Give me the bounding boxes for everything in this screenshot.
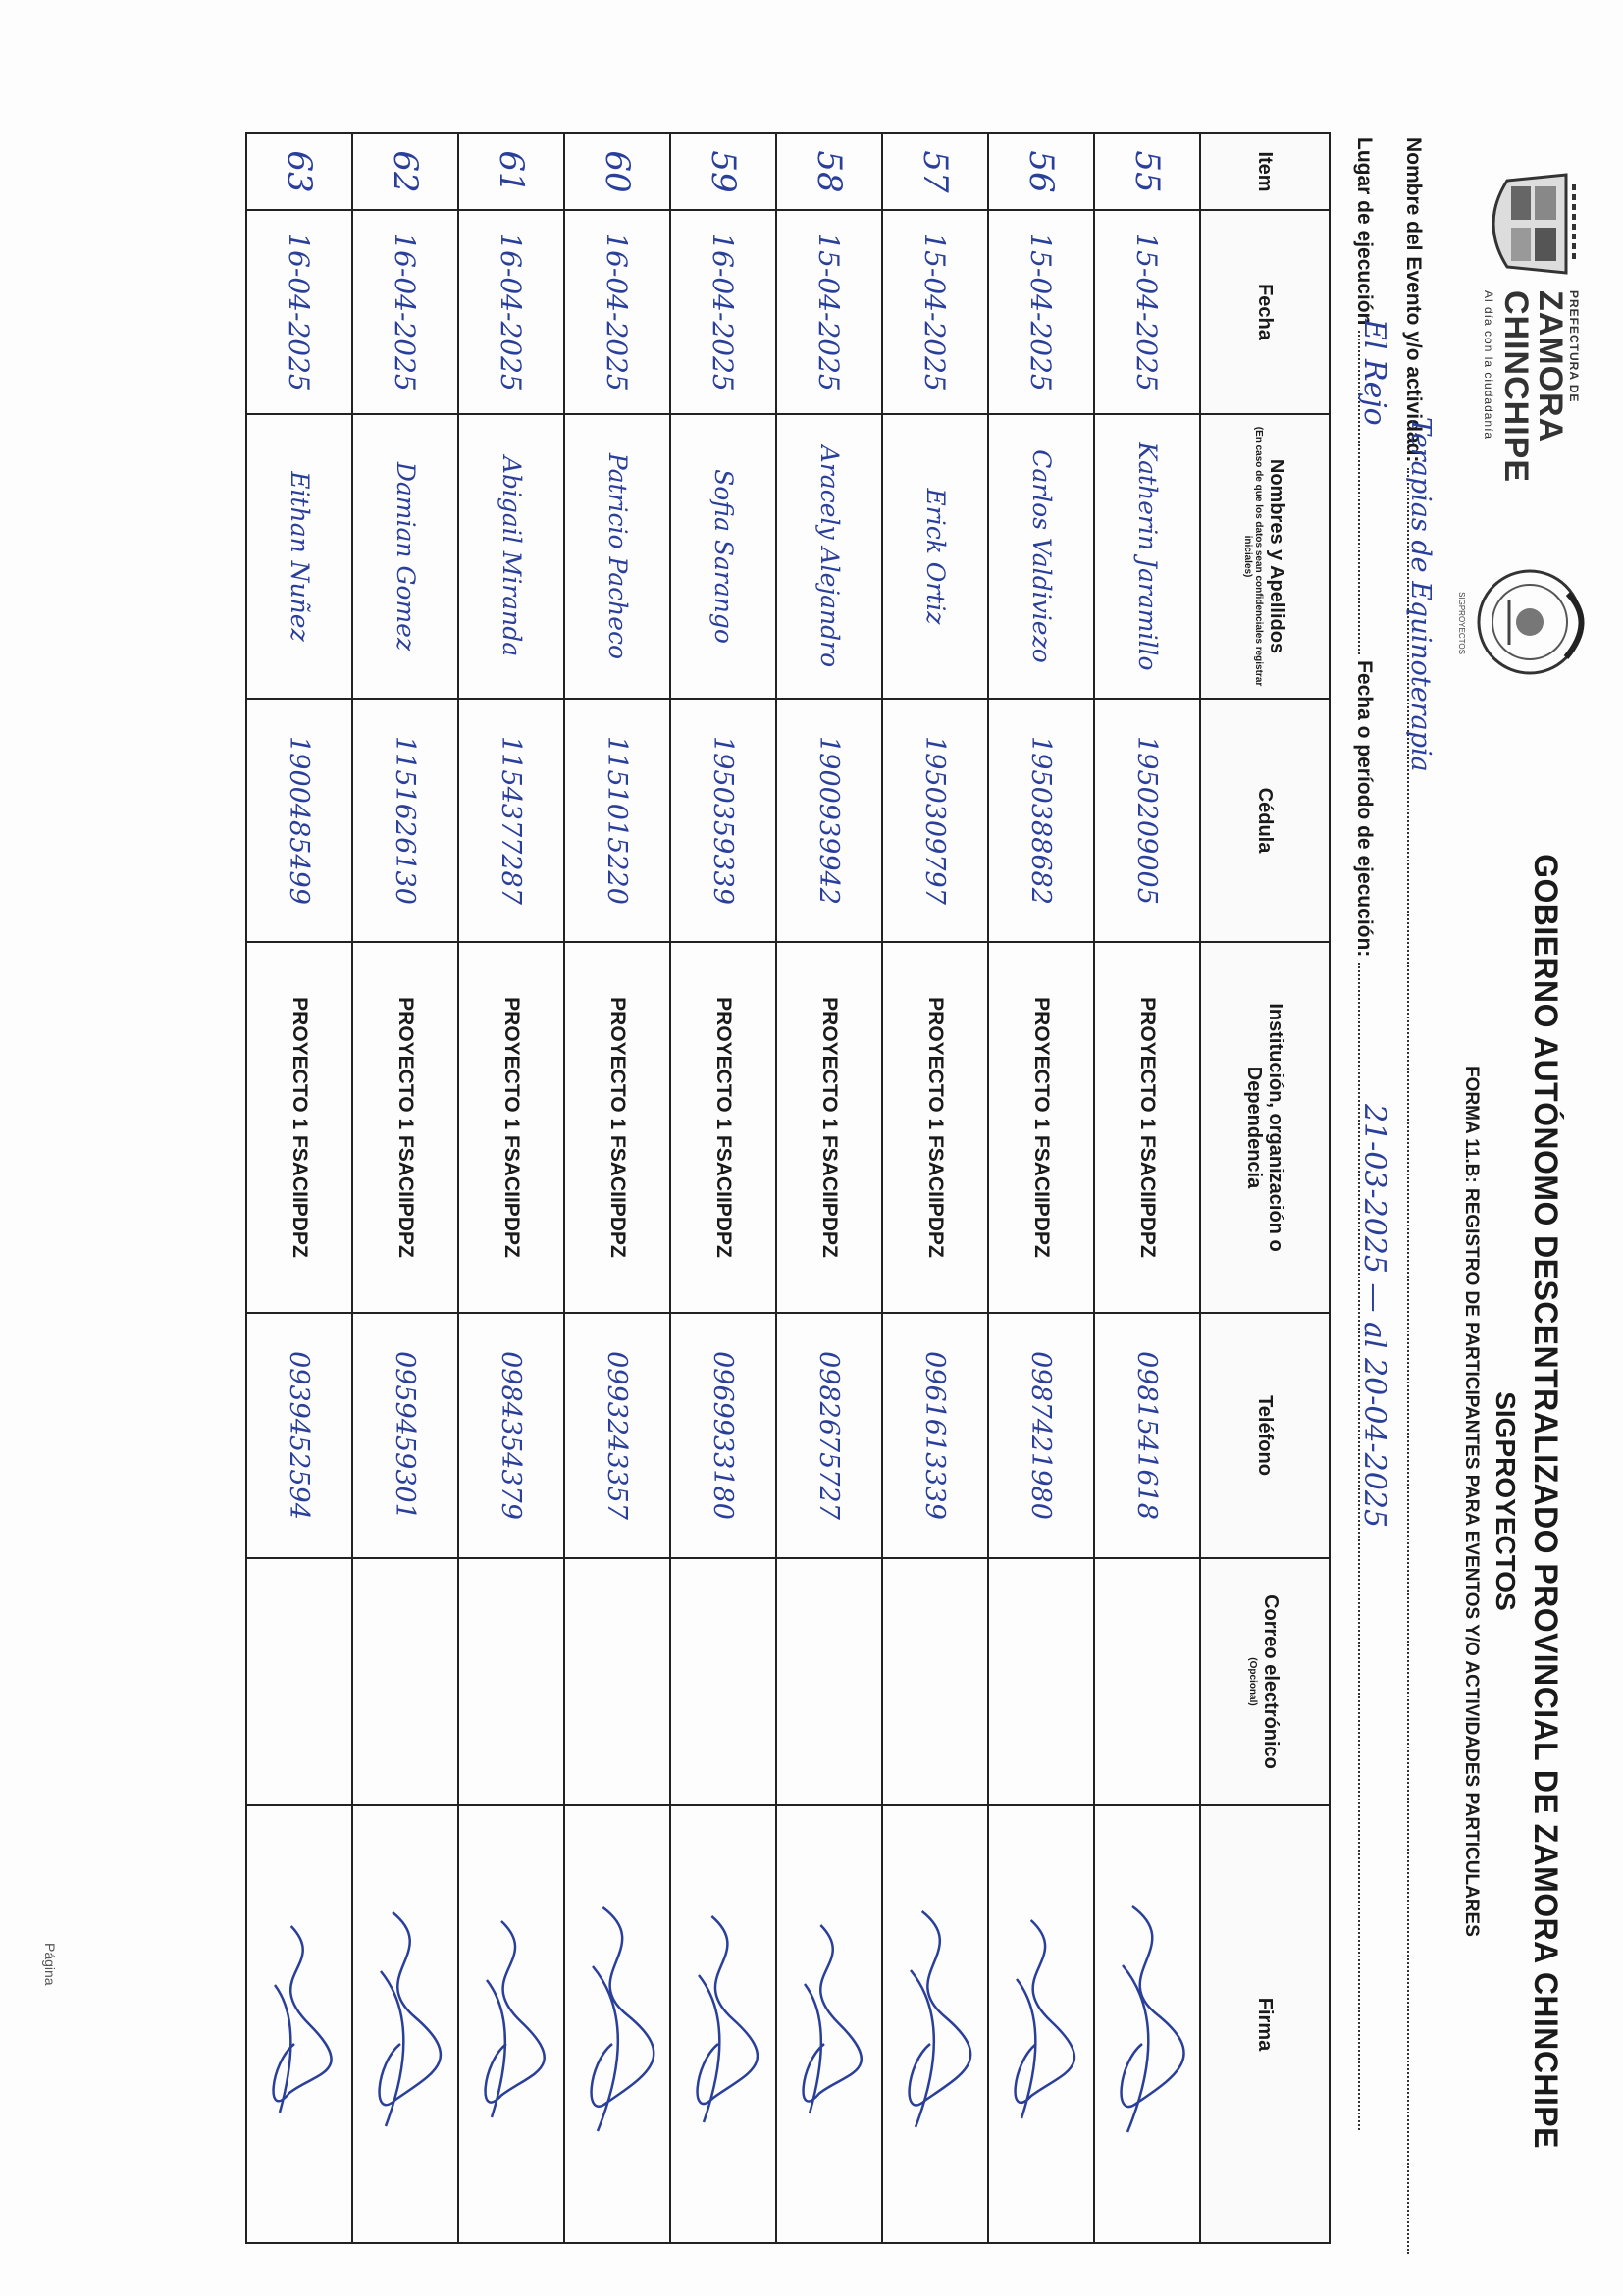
cell-fecha[interactable]: 16-04-2025 (352, 210, 458, 414)
col-cedula: Cédula (1200, 699, 1330, 942)
cell-item[interactable]: 61 (458, 133, 564, 210)
cell-nombre[interactable]: Aracely Alejandro (776, 414, 882, 699)
cell-fecha[interactable]: 16-04-2025 (670, 210, 776, 414)
logo-line-2: ZAMORA CHINCHIPE (1496, 290, 1570, 484)
cell-item[interactable]: 60 (564, 133, 670, 210)
col-correo-label: Correo electrónico (1260, 1594, 1283, 1769)
cell-institucion[interactable]: PROYECTO 1 FSACIIPDPZ (246, 942, 352, 1313)
col-fecha: Fecha (1200, 210, 1330, 414)
cell-telefono[interactable]: 0939452594 (246, 1313, 352, 1558)
cell-firma[interactable] (352, 1805, 458, 2243)
evento-value[interactable]: Terapias de Equinoterapia (1405, 417, 1436, 772)
table-header-row (1200, 133, 1330, 2243)
cell-correo[interactable] (246, 1558, 352, 1805)
cell-cedula[interactable]: 1950388682 (988, 699, 1094, 942)
lugar-value[interactable]: El Rejo (1357, 319, 1391, 426)
table-row (352, 133, 458, 2243)
cell-firma[interactable] (882, 1805, 988, 2243)
cell-nombre[interactable]: Erick Ortiz (882, 414, 988, 699)
logo-line-1: PREFECTURA DE (1567, 290, 1581, 403)
page-footer: Página (42, 1943, 58, 1986)
table-row (458, 133, 564, 2243)
cell-firma[interactable] (246, 1805, 352, 2243)
signature-scribble (573, 1877, 661, 2171)
cell-cedula[interactable]: 1154377287 (458, 699, 564, 942)
cell-correo[interactable] (564, 1558, 670, 1805)
cell-nombre[interactable]: Damian Gomez (352, 414, 458, 699)
cell-telefono[interactable]: 0987421980 (988, 1313, 1094, 1558)
cell-institucion[interactable]: PROYECTO 1 FSACIIPDPZ (458, 942, 564, 1313)
org-title: GOBIERNO AUTÓNOMO DESCENTRALIZADO PROVINCIAL DE ZAMORA CHINCHIPE (1527, 854, 1564, 2149)
cell-correo[interactable] (670, 1558, 776, 1805)
cell-cedula[interactable]: 1151015220 (564, 699, 670, 942)
signature-scribble (997, 1877, 1085, 2171)
seal-caption: SIGPROYECTOS (1457, 592, 1466, 654)
cell-telefono[interactable]: 0982675727 (776, 1313, 882, 1558)
cell-item[interactable]: 59 (670, 133, 776, 210)
cell-cedula[interactable]: 1950359339 (670, 699, 776, 942)
cell-nombre[interactable]: Katherin Jaramillo (1094, 414, 1200, 699)
cell-firma[interactable] (458, 1805, 564, 2243)
cell-institucion[interactable]: PROYECTO 1 FSACIIPDPZ (670, 942, 776, 1313)
cell-telefono[interactable]: 0993243357 (564, 1313, 670, 1558)
participants-table (245, 132, 1331, 2244)
cell-fecha[interactable]: 15-04-2025 (1094, 210, 1200, 414)
cell-cedula[interactable]: 1900485499 (246, 699, 352, 942)
cell-firma[interactable] (564, 1805, 670, 2243)
col-telefono: Teléfono (1200, 1313, 1330, 1558)
lugar-label: Lugar de ejecución (1353, 137, 1376, 326)
table-row (564, 133, 670, 2243)
sigproyectos-seal-icon (1472, 564, 1588, 680)
cell-telefono[interactable]: 0961613339 (882, 1313, 988, 1558)
fecha-periodo-value[interactable]: 21-03-2025 — al 20-04-2025 (1357, 1104, 1391, 1529)
col-correo-note: (Opcional) (1247, 1657, 1259, 1706)
col-nombres-label: Nombres y Apellidos (1266, 458, 1287, 654)
prefectura-logo-text (1482, 290, 1581, 484)
col-institucion: Institución, organización o Dependencia (1200, 942, 1330, 1313)
signature-scribble (361, 1877, 449, 2171)
signature-scribble (679, 1877, 767, 2171)
cell-correo[interactable] (458, 1558, 564, 1805)
cell-institucion[interactable]: PROYECTO 1 FSACIIPDPZ (564, 942, 670, 1313)
cell-institucion[interactable]: PROYECTO 1 FSACIIPDPZ (988, 942, 1094, 1313)
cell-cedula[interactable]: 1950309797 (882, 699, 988, 942)
cell-fecha[interactable]: 15-04-2025 (882, 210, 988, 414)
cell-correo[interactable] (1094, 1558, 1200, 1805)
table-row (1094, 133, 1200, 2243)
cell-institucion[interactable]: PROYECTO 1 FSACIIPDPZ (352, 942, 458, 1313)
table-body (246, 133, 1200, 2243)
signature-scribble (467, 1877, 555, 2171)
signature-scribble (1103, 1877, 1191, 2171)
cell-fecha[interactable]: 15-04-2025 (776, 210, 882, 414)
fecha-periodo-label: Fecha o período de ejecución: (1353, 660, 1376, 958)
cell-nombre[interactable]: Abigail Miranda (458, 414, 564, 699)
org-subtitle: SIGPROYECTOS (1491, 1391, 1521, 1611)
cell-cedula[interactable]: 1900939942 (776, 699, 882, 942)
table-row (988, 133, 1094, 2243)
cell-item[interactable]: 55 (1094, 133, 1200, 210)
cell-institucion[interactable]: PROYECTO 1 FSACIIPDPZ (1094, 942, 1200, 1313)
cell-item[interactable]: 57 (882, 133, 988, 210)
cell-item[interactable]: 62 (352, 133, 458, 210)
cell-nombre[interactable]: Sofia Sarango (670, 414, 776, 699)
cell-fecha[interactable]: 16-04-2025 (564, 210, 670, 414)
cell-firma[interactable] (776, 1805, 882, 2243)
cell-telefono[interactable]: 0984354379 (458, 1313, 564, 1558)
logo-line-3: Al día con la ciudadanía (1482, 290, 1496, 441)
cell-item[interactable]: 58 (776, 133, 882, 210)
form-title: FORMA 11.B: REGISTRO DE PARTICIPANTES PARA EVENTOS Y/O ACTIVIDADES PARTICULARES (1461, 1066, 1482, 1937)
cell-firma[interactable] (1094, 1805, 1200, 2243)
cell-cedula[interactable]: 1151626130 (352, 699, 458, 942)
cell-cedula[interactable]: 1950209005 (1094, 699, 1200, 942)
table-row (776, 133, 882, 2243)
evento-label: Nombre del Evento y/o actividad: (1402, 137, 1425, 463)
table-row (670, 133, 776, 2243)
table-row (246, 133, 352, 2243)
cell-telefono[interactable]: 0959459301 (352, 1313, 458, 1558)
cell-item[interactable]: 56 (988, 133, 1094, 210)
cell-fecha[interactable]: 16-04-2025 (246, 210, 352, 414)
cell-correo[interactable] (988, 1558, 1094, 1805)
col-item: Item (1200, 133, 1330, 210)
cell-telefono[interactable]: 0969933180 (670, 1313, 776, 1558)
signature-scribble (255, 1877, 343, 2171)
col-correo (1200, 1558, 1330, 1805)
col-nombres-note: (En caso de que los datos sean confidenciales registrar iniciales) (1242, 426, 1264, 687)
cell-fecha[interactable]: 15-04-2025 (988, 210, 1094, 414)
cell-correo[interactable] (352, 1558, 458, 1805)
cell-institucion[interactable]: PROYECTO 1 FSACIIPDPZ (882, 942, 988, 1313)
cell-nombre[interactable]: Patricio Pacheco (564, 414, 670, 699)
col-nombres (1200, 414, 1330, 699)
col-firma: Firma (1200, 1805, 1330, 2243)
cell-nombre[interactable]: Carlos Valdiviezo (988, 414, 1094, 699)
cell-fecha[interactable]: 16-04-2025 (458, 210, 564, 414)
prefectura-logo-icon (1478, 165, 1586, 283)
cell-telefono[interactable]: 0981541618 (1094, 1313, 1200, 1558)
cell-firma[interactable] (988, 1805, 1094, 2243)
table-row (882, 133, 988, 2243)
cell-firma[interactable] (670, 1805, 776, 2243)
signature-scribble (891, 1877, 979, 2171)
signature-scribble (785, 1877, 873, 2171)
cell-correo[interactable] (882, 1558, 988, 1805)
cell-item[interactable]: 63 (246, 133, 352, 210)
cell-institucion[interactable]: PROYECTO 1 FSACIIPDPZ (776, 942, 882, 1313)
cell-correo[interactable] (776, 1558, 882, 1805)
cell-nombre[interactable]: Eithan Nuñez (246, 414, 352, 699)
